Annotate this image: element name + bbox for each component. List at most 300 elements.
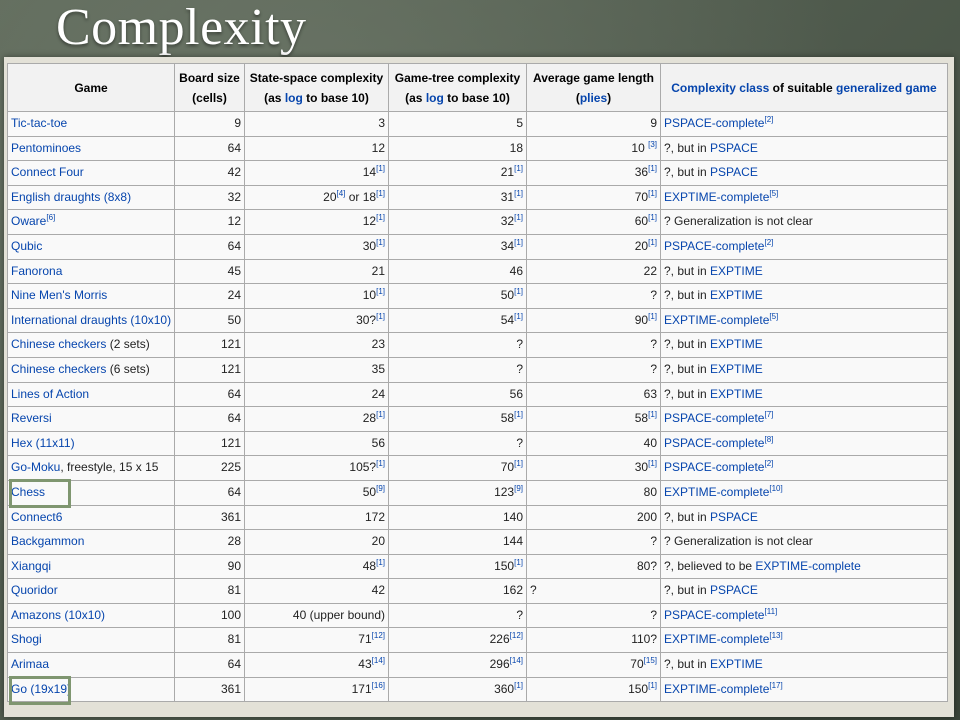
game-cell bbox=[8, 603, 175, 628]
complexity-class-link[interactable]: PSPACE-complete bbox=[664, 607, 765, 622]
complexity-class-cell bbox=[661, 628, 948, 653]
complexity-class-link[interactable]: PSPACE bbox=[710, 583, 758, 598]
game-tree-value: 150 bbox=[494, 558, 515, 573]
table-row bbox=[8, 456, 948, 481]
citation[interactable]: [1] bbox=[376, 459, 385, 469]
game-length-cell bbox=[527, 456, 661, 481]
game-link[interactable]: Fanorona bbox=[11, 263, 63, 278]
state-space-value: 105? bbox=[349, 460, 377, 475]
header-state-space bbox=[245, 64, 389, 112]
game-length-value: 10 bbox=[631, 140, 649, 155]
game-link[interactable]: Chinese checkers bbox=[11, 361, 107, 376]
game-link[interactable]: Nine Men's Morris bbox=[11, 288, 108, 303]
header-board-size bbox=[175, 64, 245, 112]
complexity-class-cell bbox=[661, 357, 948, 382]
game-link[interactable]: Hex (11x11) bbox=[11, 435, 75, 450]
table-row bbox=[8, 382, 948, 407]
state-space-cell bbox=[245, 382, 389, 407]
state-space-cell bbox=[245, 579, 389, 604]
game-tree-cell bbox=[389, 505, 527, 530]
board-size-cell: 121 bbox=[175, 357, 245, 382]
header-game-length bbox=[527, 64, 661, 112]
game-link[interactable]: Backgammon bbox=[11, 534, 85, 549]
game-length-cell bbox=[527, 407, 661, 432]
game-cell bbox=[8, 431, 175, 456]
game-link[interactable]: Lines of Action bbox=[11, 386, 90, 401]
citation[interactable]: [16] bbox=[371, 680, 385, 690]
complexity-class-cell bbox=[661, 284, 948, 309]
game-tree-value: 50 bbox=[500, 288, 515, 303]
game-link[interactable]: Connect6 bbox=[11, 509, 63, 524]
game-tree-value: 360 bbox=[494, 681, 515, 696]
game-length-cell bbox=[527, 579, 661, 604]
game-qualifier: (2 sets) bbox=[106, 337, 150, 352]
table-container bbox=[7, 63, 947, 702]
game-length-value: 150 bbox=[628, 681, 649, 696]
header-game-tree-label: Game-tree complexity bbox=[394, 70, 521, 85]
citation[interactable]: [1] bbox=[514, 188, 523, 198]
game-tree-cell bbox=[389, 653, 527, 678]
state-space-cell bbox=[245, 333, 389, 358]
board-size-cell: 64 bbox=[175, 136, 245, 161]
game-link[interactable]: Quoridor bbox=[11, 583, 58, 598]
state-space-value: 10 bbox=[362, 288, 377, 303]
game-tree-cell bbox=[389, 210, 527, 235]
citation[interactable]: [1] bbox=[376, 287, 385, 297]
citation[interactable]: [1] bbox=[648, 237, 657, 247]
citation[interactable]: [14] bbox=[509, 656, 523, 666]
game-tree-value: 123 bbox=[494, 484, 515, 499]
game-length-value: 80? bbox=[636, 558, 657, 573]
game-link[interactable]: Arimaa bbox=[11, 657, 50, 672]
game-length-value: 9 bbox=[650, 116, 657, 130]
state-space-value: 20 bbox=[371, 534, 385, 549]
game-cell bbox=[8, 136, 175, 161]
state-space-value: 56 bbox=[371, 435, 385, 450]
board-size-cell: 225 bbox=[175, 456, 245, 481]
game-link[interactable]: Reversi bbox=[11, 411, 52, 426]
complexity-class-cell bbox=[661, 456, 948, 481]
game-length-value: 36 bbox=[634, 165, 649, 180]
game-cell bbox=[8, 456, 175, 481]
board-size-cell: 64 bbox=[175, 480, 245, 505]
citation[interactable]: [1] bbox=[648, 311, 657, 321]
table-row bbox=[8, 653, 948, 678]
citation[interactable]: [1] bbox=[514, 557, 523, 567]
state-space-cell bbox=[245, 357, 389, 382]
table-row bbox=[8, 357, 948, 382]
game-tree-cell bbox=[389, 530, 527, 555]
state-space-cell bbox=[245, 456, 389, 481]
game-cell bbox=[8, 333, 175, 358]
game-length-value: 63 bbox=[643, 386, 657, 401]
citation[interactable]: [1] bbox=[376, 188, 385, 198]
game-tree-value: 32 bbox=[500, 214, 515, 229]
game-length-cell bbox=[527, 136, 661, 161]
complexity-class-link[interactable]: EXPTIME bbox=[710, 361, 763, 376]
citation[interactable]: [3] bbox=[648, 139, 657, 149]
citation[interactable]: [1] bbox=[648, 188, 657, 198]
game-length-cell bbox=[527, 333, 661, 358]
game-length-value: ? bbox=[650, 288, 657, 303]
complexity-class-cell bbox=[661, 333, 948, 358]
game-cell bbox=[8, 284, 175, 309]
citation[interactable]: [1] bbox=[514, 410, 523, 420]
game-tree-cell bbox=[389, 112, 527, 137]
complexity-class-cell bbox=[661, 112, 948, 137]
citation[interactable]: [1] bbox=[648, 213, 657, 223]
game-length-cell bbox=[527, 185, 661, 210]
citation[interactable]: [1] bbox=[514, 311, 523, 321]
complexity-class-cell bbox=[661, 382, 948, 407]
complexity-class-text: ?, but in bbox=[664, 361, 711, 376]
game-tree-value: ? bbox=[516, 337, 523, 352]
citation[interactable]: [9] bbox=[376, 483, 385, 493]
table-body bbox=[8, 112, 948, 702]
game-qualifier: , freestyle, 15 x 15 bbox=[60, 460, 159, 475]
game-link[interactable]: International draughts (10x10) bbox=[11, 312, 172, 327]
complexity-class-cell bbox=[661, 185, 948, 210]
game-cell bbox=[8, 407, 175, 432]
complexity-class-link[interactable]: PSPACE-complete bbox=[664, 238, 765, 253]
board-size-cell: 81 bbox=[175, 579, 245, 604]
game-length-cell bbox=[527, 161, 661, 186]
complexity-class-link[interactable]: EXPTIME bbox=[710, 337, 763, 352]
complexity-class-link[interactable]: EXPTIME-complete bbox=[755, 558, 861, 573]
board-size-cell: 64 bbox=[175, 653, 245, 678]
board-size-cell: 121 bbox=[175, 333, 245, 358]
header-state-pre: (as bbox=[264, 90, 285, 105]
table-row bbox=[8, 308, 948, 333]
log-link[interactable]: log bbox=[425, 90, 444, 105]
complexity-class-text: ?, but in bbox=[664, 386, 711, 401]
complexity-class-cell bbox=[661, 308, 948, 333]
game-tree-cell bbox=[389, 136, 527, 161]
game-length-value: 30 bbox=[634, 460, 649, 475]
game-tree-value: ? bbox=[516, 435, 523, 450]
game-tree-cell bbox=[389, 333, 527, 358]
complexity-class-link[interactable]: EXPTIME bbox=[710, 657, 763, 672]
citation[interactable]: [1] bbox=[376, 213, 385, 223]
citation[interactable]: [11] bbox=[764, 606, 778, 616]
game-link[interactable]: English draughts (8x8) bbox=[11, 189, 132, 204]
complexity-class-link[interactable]: EXPTIME-complete bbox=[664, 632, 770, 647]
state-space-cell bbox=[245, 234, 389, 259]
game-tree-cell bbox=[389, 234, 527, 259]
citation[interactable]: [1] bbox=[376, 557, 385, 567]
complexity-class-cell bbox=[661, 161, 948, 186]
header-state-post: to base 10) bbox=[302, 90, 369, 105]
complexity-class-text: ?, but in bbox=[664, 337, 711, 352]
table-row bbox=[8, 480, 948, 505]
complexity-class-link[interactable]: EXPTIME bbox=[710, 263, 763, 278]
citation[interactable]: [14] bbox=[371, 656, 385, 666]
game-link[interactable]: Qubic bbox=[11, 238, 43, 253]
complexity-class-link[interactable]: PSPACE-complete bbox=[664, 411, 765, 426]
citation[interactable]: [1] bbox=[514, 680, 523, 690]
complexity-class-link[interactable]: EXPTIME-complete bbox=[664, 312, 770, 327]
citation[interactable]: [2] bbox=[764, 237, 774, 247]
game-tree-cell bbox=[389, 480, 527, 505]
state-space-cell bbox=[245, 554, 389, 579]
game-tree-value: 46 bbox=[509, 263, 523, 278]
complexity-class-cell bbox=[661, 431, 948, 456]
game-length-cell bbox=[527, 431, 661, 456]
table-row bbox=[8, 628, 948, 653]
state-space-cell bbox=[245, 136, 389, 161]
state-space-value: 40 (upper bound) bbox=[292, 607, 385, 622]
game-link[interactable]: Oware bbox=[11, 214, 47, 229]
complexity-class-cell bbox=[661, 677, 948, 702]
complexity-class-link[interactable]: PSPACE bbox=[710, 140, 758, 155]
game-link[interactable]: Chinese checkers bbox=[11, 337, 107, 352]
table-row bbox=[8, 554, 948, 579]
citation[interactable]: [1] bbox=[514, 287, 523, 297]
citation[interactable]: [5] bbox=[769, 188, 779, 198]
game-cell bbox=[8, 530, 175, 555]
complexity-class-link[interactable]: PSPACE bbox=[710, 509, 758, 524]
complexity-class-text: ?, but in bbox=[664, 657, 711, 672]
game-cell bbox=[8, 480, 175, 505]
game-length-value: 70 bbox=[634, 189, 649, 204]
game-link[interactable]: Amazons (10x10) bbox=[11, 607, 106, 622]
game-length-cell bbox=[527, 357, 661, 382]
complexity-class-link[interactable]: EXPTIME bbox=[710, 386, 763, 401]
citation[interactable]: [1] bbox=[514, 459, 523, 469]
citation[interactable]: [1] bbox=[514, 213, 523, 223]
state-space-cell bbox=[245, 407, 389, 432]
citation[interactable]: [5] bbox=[769, 311, 779, 321]
complexity-class-link[interactable]: PSPACE bbox=[710, 165, 758, 180]
state-space-value: 43 bbox=[358, 657, 372, 672]
slide-title: Complexity bbox=[56, 0, 307, 56]
state-space-value: 30? bbox=[356, 312, 377, 327]
header-class-mid: of suitable bbox=[769, 80, 836, 95]
citation[interactable]: [1] bbox=[648, 680, 657, 690]
game-length-value: ? bbox=[650, 337, 657, 352]
table-row bbox=[8, 185, 948, 210]
complexity-class-text: ?, believed to be bbox=[664, 558, 756, 573]
complexity-class-text: ?, but in bbox=[664, 583, 711, 598]
game-length-cell bbox=[527, 234, 661, 259]
state-space-value: 23 bbox=[371, 337, 385, 352]
citation[interactable]: [1] bbox=[648, 164, 657, 174]
citation[interactable]: [8] bbox=[764, 434, 774, 444]
citation[interactable]: [1] bbox=[514, 164, 523, 174]
header-length-post: ) bbox=[607, 90, 612, 105]
game-tree-value: 31 bbox=[500, 189, 515, 204]
game-tree-value: 58 bbox=[500, 411, 515, 426]
complexity-class-cell bbox=[661, 554, 948, 579]
citation[interactable]: [1] bbox=[514, 237, 523, 247]
game-length-value: 40 bbox=[643, 435, 657, 450]
complexity-class-text: ?, but in bbox=[664, 288, 711, 303]
game-cell bbox=[8, 554, 175, 579]
game-tree-value: ? bbox=[516, 361, 523, 376]
board-size-cell: 90 bbox=[175, 554, 245, 579]
state-space-value: 35 bbox=[371, 361, 385, 376]
state-space-cell bbox=[245, 284, 389, 309]
complexity-class-cell bbox=[661, 603, 948, 628]
board-size-cell: 32 bbox=[175, 185, 245, 210]
citation[interactable]: [17] bbox=[769, 680, 783, 690]
game-tree-value: 34 bbox=[500, 238, 515, 253]
citation[interactable]: [12] bbox=[371, 631, 385, 641]
citation[interactable]: [7] bbox=[764, 410, 774, 420]
game-link[interactable]: Shogi bbox=[11, 632, 42, 647]
citation[interactable]: [1] bbox=[648, 459, 657, 469]
complexity-class-link[interactable]: EXPTIME-complete bbox=[664, 189, 770, 204]
citation[interactable]: [10] bbox=[769, 483, 783, 493]
citation[interactable]: [6] bbox=[46, 213, 56, 223]
header-length-pre: ( bbox=[575, 90, 580, 105]
header-game-length-label: Average game length bbox=[533, 70, 654, 85]
game-length-value: ? bbox=[530, 583, 537, 598]
board-size-cell: 24 bbox=[175, 284, 245, 309]
game-cell bbox=[8, 112, 175, 137]
state-space-cell bbox=[245, 210, 389, 235]
complexity-class-link[interactable]: EXPTIME-complete bbox=[664, 484, 770, 499]
state-space-value: 171 bbox=[351, 681, 372, 696]
board-size-cell: 28 bbox=[175, 530, 245, 555]
citation[interactable]: [1] bbox=[376, 311, 385, 321]
state-space-cell bbox=[245, 308, 389, 333]
citation[interactable]: [1] bbox=[376, 237, 385, 247]
game-qualifier: (6 sets) bbox=[106, 361, 150, 376]
game-length-value: 80 bbox=[643, 484, 657, 499]
game-link[interactable]: Tic-tac-toe bbox=[11, 116, 68, 130]
game-tree-cell bbox=[389, 677, 527, 702]
state-space-cell bbox=[245, 677, 389, 702]
game-length-cell bbox=[527, 308, 661, 333]
game-link[interactable]: Go-Moku bbox=[11, 460, 61, 475]
complexity-class-link[interactable]: PSPACE-complete bbox=[664, 435, 765, 450]
game-cell bbox=[8, 505, 175, 530]
game-tree-value: 226 bbox=[489, 632, 510, 647]
game-tree-value: 18 bbox=[509, 140, 523, 155]
game-tree-cell bbox=[389, 407, 527, 432]
citation[interactable]: [12] bbox=[509, 631, 523, 641]
game-length-cell bbox=[527, 210, 661, 235]
game-tree-cell bbox=[389, 579, 527, 604]
table-row bbox=[8, 603, 948, 628]
complexity-class-cell bbox=[661, 579, 948, 604]
citation[interactable]: [4] bbox=[336, 188, 346, 198]
game-link[interactable]: Connect Four bbox=[11, 165, 84, 180]
game-length-value: 60 bbox=[634, 214, 649, 229]
citation[interactable]: [15] bbox=[643, 656, 657, 666]
game-link[interactable]: Chess bbox=[11, 484, 46, 499]
complexity-class-link[interactable]: PSPACE-complete bbox=[664, 116, 765, 130]
state-space-value: 50 bbox=[362, 484, 377, 499]
state-space-cell bbox=[245, 112, 389, 137]
game-link[interactable]: Xiangqi bbox=[11, 558, 52, 573]
complexity-class-link[interactable]: EXPTIME bbox=[710, 288, 763, 303]
game-length-cell bbox=[527, 653, 661, 678]
complexity-class-text: ?, but in bbox=[664, 509, 711, 524]
plies-link[interactable]: plies bbox=[579, 90, 608, 105]
state-space-value: 24 bbox=[371, 386, 385, 401]
citation[interactable]: [1] bbox=[376, 410, 385, 420]
game-cell bbox=[8, 628, 175, 653]
header-game: Game bbox=[8, 64, 175, 112]
game-tree-cell bbox=[389, 382, 527, 407]
board-size-cell: 64 bbox=[175, 382, 245, 407]
complexity-class-cell bbox=[661, 653, 948, 678]
log-link[interactable]: log bbox=[284, 90, 303, 105]
state-space-value: 20 bbox=[323, 189, 337, 204]
header-game-tree bbox=[389, 64, 527, 112]
game-tree-cell bbox=[389, 431, 527, 456]
table-row bbox=[8, 407, 948, 432]
game-tree-cell bbox=[389, 628, 527, 653]
game-link[interactable]: Pentominoes bbox=[11, 140, 82, 155]
complexity-class-link[interactable]: PSPACE-complete bbox=[664, 460, 765, 475]
game-tree-cell bbox=[389, 554, 527, 579]
state-space-cell bbox=[245, 161, 389, 186]
table-row bbox=[8, 210, 948, 235]
game-length-value: 22 bbox=[643, 263, 657, 278]
game-cell bbox=[8, 357, 175, 382]
citation[interactable]: [13] bbox=[769, 631, 783, 641]
game-length-cell bbox=[527, 677, 661, 702]
state-space-cell bbox=[245, 603, 389, 628]
complexity-class-text: ? Generalization is not clear bbox=[664, 214, 813, 229]
header-board-size-label: Board size bbox=[179, 70, 240, 85]
citation[interactable]: [9] bbox=[514, 483, 523, 493]
game-tree-cell bbox=[389, 456, 527, 481]
game-cell bbox=[8, 259, 175, 284]
board-size-cell: 64 bbox=[175, 234, 245, 259]
board-size-cell: 361 bbox=[175, 505, 245, 530]
complexity-class-cell bbox=[661, 259, 948, 284]
citation[interactable]: [1] bbox=[648, 410, 657, 420]
complexity-class-link[interactable]: EXPTIME-complete bbox=[664, 681, 770, 696]
game-length-value: 58 bbox=[634, 411, 649, 426]
state-space-value: 48 bbox=[362, 558, 377, 573]
header-tree-post: to base 10) bbox=[443, 90, 510, 105]
board-size-cell: 361 bbox=[175, 677, 245, 702]
citation[interactable]: [1] bbox=[376, 164, 385, 174]
citation[interactable]: [2] bbox=[764, 115, 774, 124]
game-link[interactable]: Go (19x19) bbox=[11, 681, 72, 696]
state-space-value: 30 bbox=[362, 238, 377, 253]
table-row bbox=[8, 530, 948, 555]
game-length-value: 70 bbox=[630, 657, 644, 672]
state-space-value: 172 bbox=[364, 509, 385, 524]
generalized-game-link[interactable]: generalized game bbox=[836, 80, 937, 95]
complexity-class-link[interactable]: Complexity class bbox=[671, 80, 770, 95]
state-space-cell bbox=[245, 185, 389, 210]
table-row bbox=[8, 234, 948, 259]
table-row bbox=[8, 284, 948, 309]
table-row bbox=[8, 677, 948, 702]
board-size-cell: 50 bbox=[175, 308, 245, 333]
citation[interactable]: [2] bbox=[764, 459, 774, 469]
game-tree-cell bbox=[389, 259, 527, 284]
game-cell bbox=[8, 234, 175, 259]
game-cell bbox=[8, 653, 175, 678]
game-length-cell bbox=[527, 603, 661, 628]
game-length-value: 90 bbox=[634, 312, 649, 327]
state-space-value: or 18 bbox=[345, 189, 377, 204]
state-space-value: 28 bbox=[362, 411, 377, 426]
complexity-class-cell bbox=[661, 210, 948, 235]
table-row bbox=[8, 136, 948, 161]
state-space-cell bbox=[245, 530, 389, 555]
game-length-cell bbox=[527, 505, 661, 530]
game-length-cell bbox=[527, 284, 661, 309]
